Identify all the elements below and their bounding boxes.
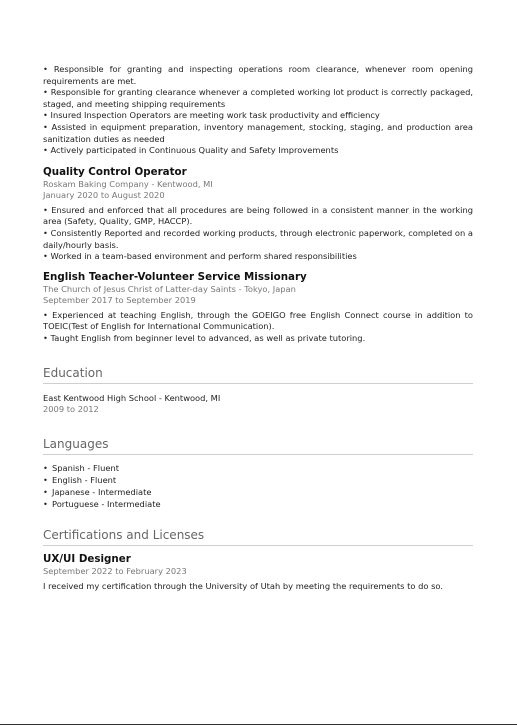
list-item: • English - Fluent — [43, 474, 473, 486]
job-company: The Church of Jesus Christ of Latter-day Saints - Tokyo, Japan — [43, 283, 296, 294]
list-item: • Japanese - Intermediate — [43, 486, 473, 498]
bullet-item: • Taught English from beginner level to advanced, as well as private tutoring. — [43, 333, 473, 345]
section-heading: Languages — [43, 437, 473, 455]
bullet-item: • Responsible for granting clearance whenever a completed working lot product is correctly packaged, staged, and meeting shipping requirements — [43, 87, 473, 110]
certification-title: UX/UI Designer — [43, 552, 131, 565]
bullet-item: • Assisted in equipment preparation, inventory management, stocking, staging, and production area sanitization duties as needed — [43, 122, 473, 145]
previous-job-bullets — [43, 64, 473, 157]
job-title: English Teacher-Volunteer Service Missionary — [43, 270, 307, 283]
bullet-item: • Actively participated in Continuous Quality and Safety Improvements — [43, 145, 473, 157]
job-english-teacher — [43, 271, 473, 345]
list-item: • Portuguese - Intermediate — [43, 498, 473, 510]
job-quality-control-operator — [43, 166, 473, 263]
certification-description: I received my certification through the University of Utah by meeting the requirements to do so. — [43, 581, 443, 591]
bullet-item: • Responsible for granting and inspecting operations room clearance, whenever room opening requirements are met. — [43, 64, 473, 87]
job-bullets — [43, 310, 473, 345]
languages-section — [43, 437, 473, 510]
section-heading: Education — [43, 366, 473, 384]
education-dates: 2009 to 2012 — [43, 404, 99, 414]
bullet-item: • Experienced at teaching English, through the GOEIGO free English Connect course in addition to TOEIC(Test of English for International Communication). — [43, 310, 473, 333]
page-bottom-divider — [0, 724, 517, 725]
language-list — [43, 462, 473, 510]
job-company: Roskam Baking Company - Kentwood, MI — [43, 178, 213, 189]
bullet-item: • Consistently Reported and recorded working products, through electronic paperwork, completed on a daily/hourly basis. — [43, 228, 473, 251]
education-section — [43, 366, 473, 416]
bullet-item: • Ensured and enforced that all procedures are being followed in a consistent manner in the working area (Safety, Quality, GMP, HACCP). — [43, 205, 473, 228]
job-title: Quality Control Operator — [43, 165, 187, 178]
bullet-item: • Insured Inspection Operators are meeting work task productivity and efficiency — [43, 110, 473, 122]
job-dates: January 2020 to August 2020 — [43, 190, 165, 201]
resume-page — [43, 64, 473, 593]
bullet-item: • Worked in a team-based environment and perform shared responsibilities — [43, 251, 473, 263]
job-dates: September 2017 to September 2019 — [43, 295, 196, 306]
list-item: • Spanish - Fluent — [43, 462, 473, 474]
certifications-section — [43, 528, 473, 593]
section-heading: Certifications and Licenses — [43, 528, 473, 546]
job-bullets — [43, 205, 473, 263]
certification-dates: September 2022 to February 2023 — [43, 565, 187, 576]
school-name: East Kentwood High School - Kentwood, MI — [43, 392, 221, 403]
